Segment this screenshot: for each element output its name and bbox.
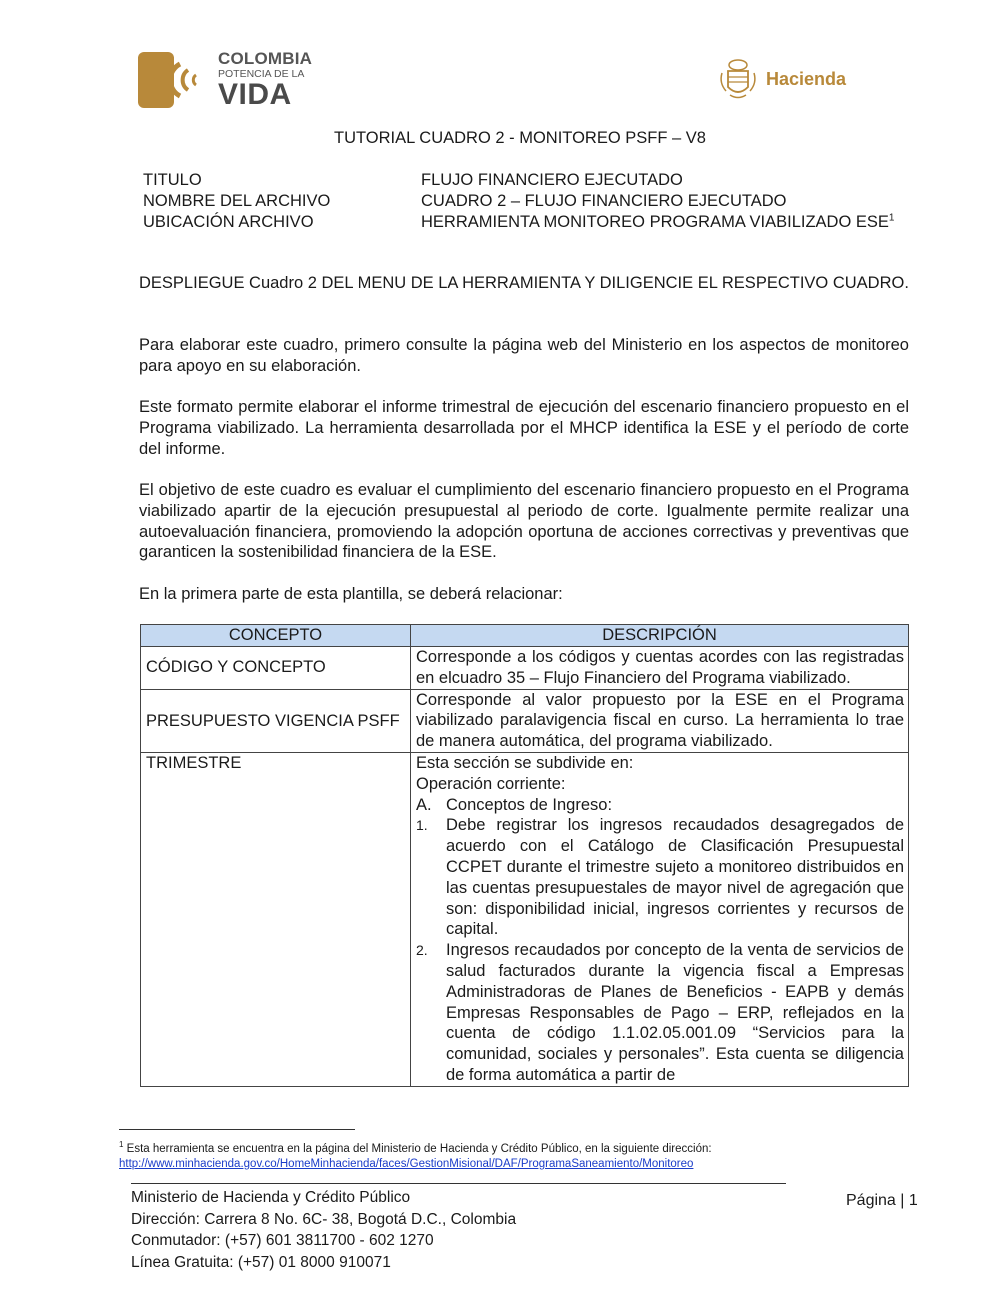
concept-cell: PRESUPUESTO VIGENCIA PSFF [141,689,411,752]
meta-key: UBICACIÓN ARCHIVO [143,212,314,231]
meta-row-titulo [143,170,923,191]
footer-address [131,1187,516,1273]
table-header-row [141,625,909,647]
instruction-paragraph: DESPLIEGUE Cuadro 2 DEL MENU DE LA HERRAMIENTA Y DILIGENCIE EL RESPECTIVO CUADRO. [139,274,909,292]
hacienda-wordmark: Hacienda [766,68,847,89]
meta-row-nombre-archivo [143,191,923,212]
section-intro: Esta sección se subdivide en: [416,753,634,772]
alpha-list-item [416,795,904,816]
meta-value-text: HERRAMIENTA MONITOREO PROGRAMA VIABILIZADO ESE [421,212,889,231]
objective-paragraph: El objetivo de este cuadro es evaluar el cumplimiento del escenario financiero propuesto en el Programa viabilizado apartir de la ejecución presupuestal al periodo de corte. Igualmente permite realizar una autoevaluación financiera, promoviendo la adopción oportuna de acciones correctivas y preventivas que garanticen la sostenibilidad financiera de la ESE. [139,481,909,562]
table-header-descripcion: DESCRIPCIÓN [411,625,909,647]
logo-line-colombia: COLOMBIA [218,48,313,68]
section-subtitle: Operación corriente: [416,774,566,793]
meta-key: TITULO [143,171,202,189]
meta-value: FLUJO FINANCIERO EJECUTADO [421,171,683,189]
footer-ministry: Ministerio de Hacienda y Crédito Público [131,1189,411,1206]
numbered-list-item [416,815,904,940]
concept-table [140,624,909,1087]
list-text: Conceptos de Ingreso: [446,795,613,814]
colombia-vida-emblem-icon [138,50,210,110]
description-cell: Corresponde al valor propuesto por la ESE en el Programa viabilizado paralavigencia fiscal en curso. La herramienta lo trae de manera automática, del programa viabilizado. [411,689,909,752]
consult-paragraph: Para elaborar este cuadro, primero consulte la página web del Ministerio en los aspectos de monitoreo para apoyo en su elaboración. [139,336,909,375]
page-number: Página | 1 [846,1192,918,1209]
description-cell [411,752,909,1086]
footnote [119,1137,899,1172]
logo-wordmark [218,50,312,111]
list-text: Debe registrar los ingresos recaudados desagregados de acuerdo con el Catálogo de Clasificación Presupuestal CCPET durante el trimestre sujeto a monitoreo distribuidos en las cuentas presupuestales de mayor nivel de agregación que son: disponibilidad inicial, ingresos corrientes y recursos de capital. [446,816,904,939]
hacienda-logo [718,56,846,102]
meta-key: NOMBRE DEL ARCHIVO [143,191,331,210]
footer-phone: Conmutador: (+57) 601 3811700 - 602 1270 [131,1232,434,1249]
colombia-potencia-de-la-vida-logo [138,48,338,112]
document-metadata [143,170,923,232]
footer-divider [131,1183,786,1184]
table-row [141,689,909,752]
footnote-divider [119,1129,355,1130]
footnote-link[interactable]: http://www.minhacienda.gov.co/HomeMinhacienda/faces/GestionMisional/DAF/ProgramaSaneamiento/Monitoreo [119,1157,694,1170]
footnote-ref[interactable]: 1 [888,212,895,224]
coat-of-arms-icon [718,57,758,101]
footer-toll-free: Línea Gratuita: (+57) 01 8000 910071 [131,1253,391,1271]
meta-row-ubicacion-archivo [143,212,923,233]
footnote-mark: 1 [119,1140,124,1149]
table-header-concepto: CONCEPTO [141,625,411,647]
footer-address-line: Dirección: Carrera 8 No. 6C- 38, Bogotá D.C., Colombia [131,1210,517,1228]
numbered-list-item [416,940,904,1086]
description-cell: Corresponde a los códigos y cuentas acordes con las registradas en elcuadro 35 – Flujo Financiero del Programa viabilizado. [411,647,909,690]
logo-line-vida: VIDA [218,78,292,112]
document-title: TUTORIAL CUADRO 2 - MONITOREO PSFF – V8 [334,129,706,147]
concept-cell: TRIMESTRE [141,752,411,1086]
list-marker: 2. [416,942,428,959]
format-paragraph: Este formato permite elaborar el informe trimestral de ejecución del escenario financiero propuesto en el Programa viabilizado. La herramienta desarrollada por el MHCP identifica la ESE y el período de corte del informe. [139,398,909,458]
list-text: Ingresos recaudados por concepto de la venta de servicios de salud facturados durante la vigencia fiscal a Empresas Administradoras de Planes de Beneficios - EAPB y demás Empresas Responsables de Pago – ERP, reflejados en la cuenta de código 1.1.02.05.001.09 “Servicios para la comunidad, sociales y personales”. Esta cuenta se diligencia de forma automática a partir de [446,941,904,1084]
table-row [141,647,909,690]
list-marker: A. [416,795,432,814]
table-row [141,752,909,1086]
intro-paragraph: En la primera parte de esta plantilla, se deberá relacionar: [139,585,563,603]
meta-value [421,212,921,233]
concept-cell: CÓDIGO Y CONCEPTO [141,647,411,690]
list-marker: 1. [416,817,428,834]
footnote-text: Esta herramienta se encuentra en la página del Ministerio de Hacienda y Crédito Público, en la siguiente dirección: [126,1142,712,1155]
meta-value: CUADRO 2 – FLUJO FINANCIERO EJECUTADO [421,191,787,210]
logo-line-potencia: POTENCIA DE LA [218,67,305,80]
